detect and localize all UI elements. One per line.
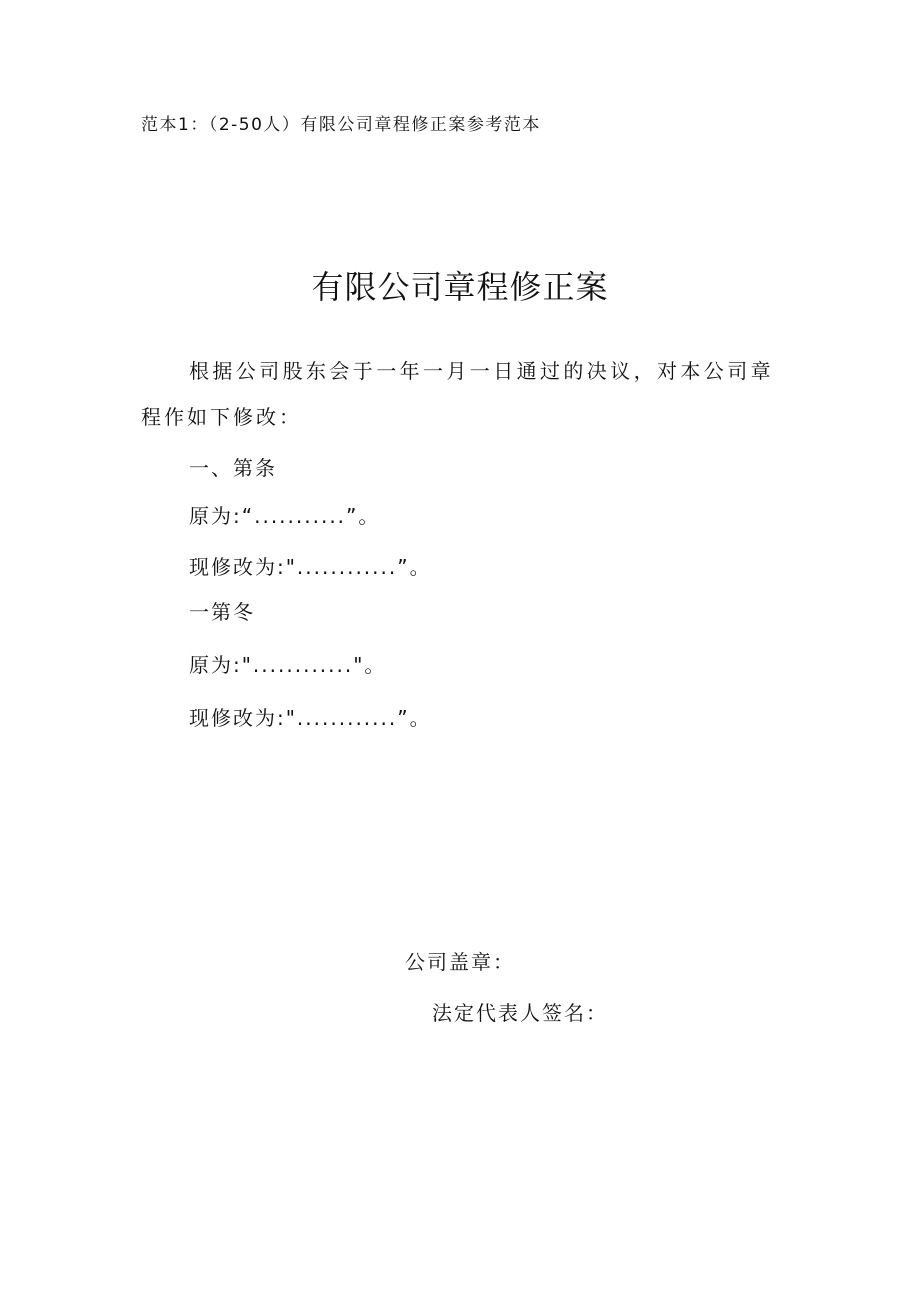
document-title: 有限公司章程修正案 — [311, 268, 609, 306]
header-note: 范本1：（2-50人）有限公司章程修正案参考范本 — [141, 115, 541, 135]
amendment-2-original: 原为:"............"。 — [189, 653, 387, 677]
intro-line-1: 根据公司股东会于一年一月一日通过的决议，对本公司章 — [189, 359, 774, 383]
amendment-1-heading: 一、第条 — [189, 456, 277, 480]
amendment-2-revised: 现修改为:"............”。 — [189, 706, 432, 730]
amendment-2-heading: 一第冬 — [189, 600, 255, 624]
amendment-1-revised: 现修改为:"............”。 — [189, 555, 432, 579]
intro-line-2: 程作如下修改： — [141, 405, 302, 429]
amendment-1-original: 原为:“...........”。 — [189, 504, 381, 528]
legal-representative-signature-label: 法定代表人签名： — [432, 1001, 608, 1025]
company-seal-label: 公司盖章： — [405, 950, 515, 974]
